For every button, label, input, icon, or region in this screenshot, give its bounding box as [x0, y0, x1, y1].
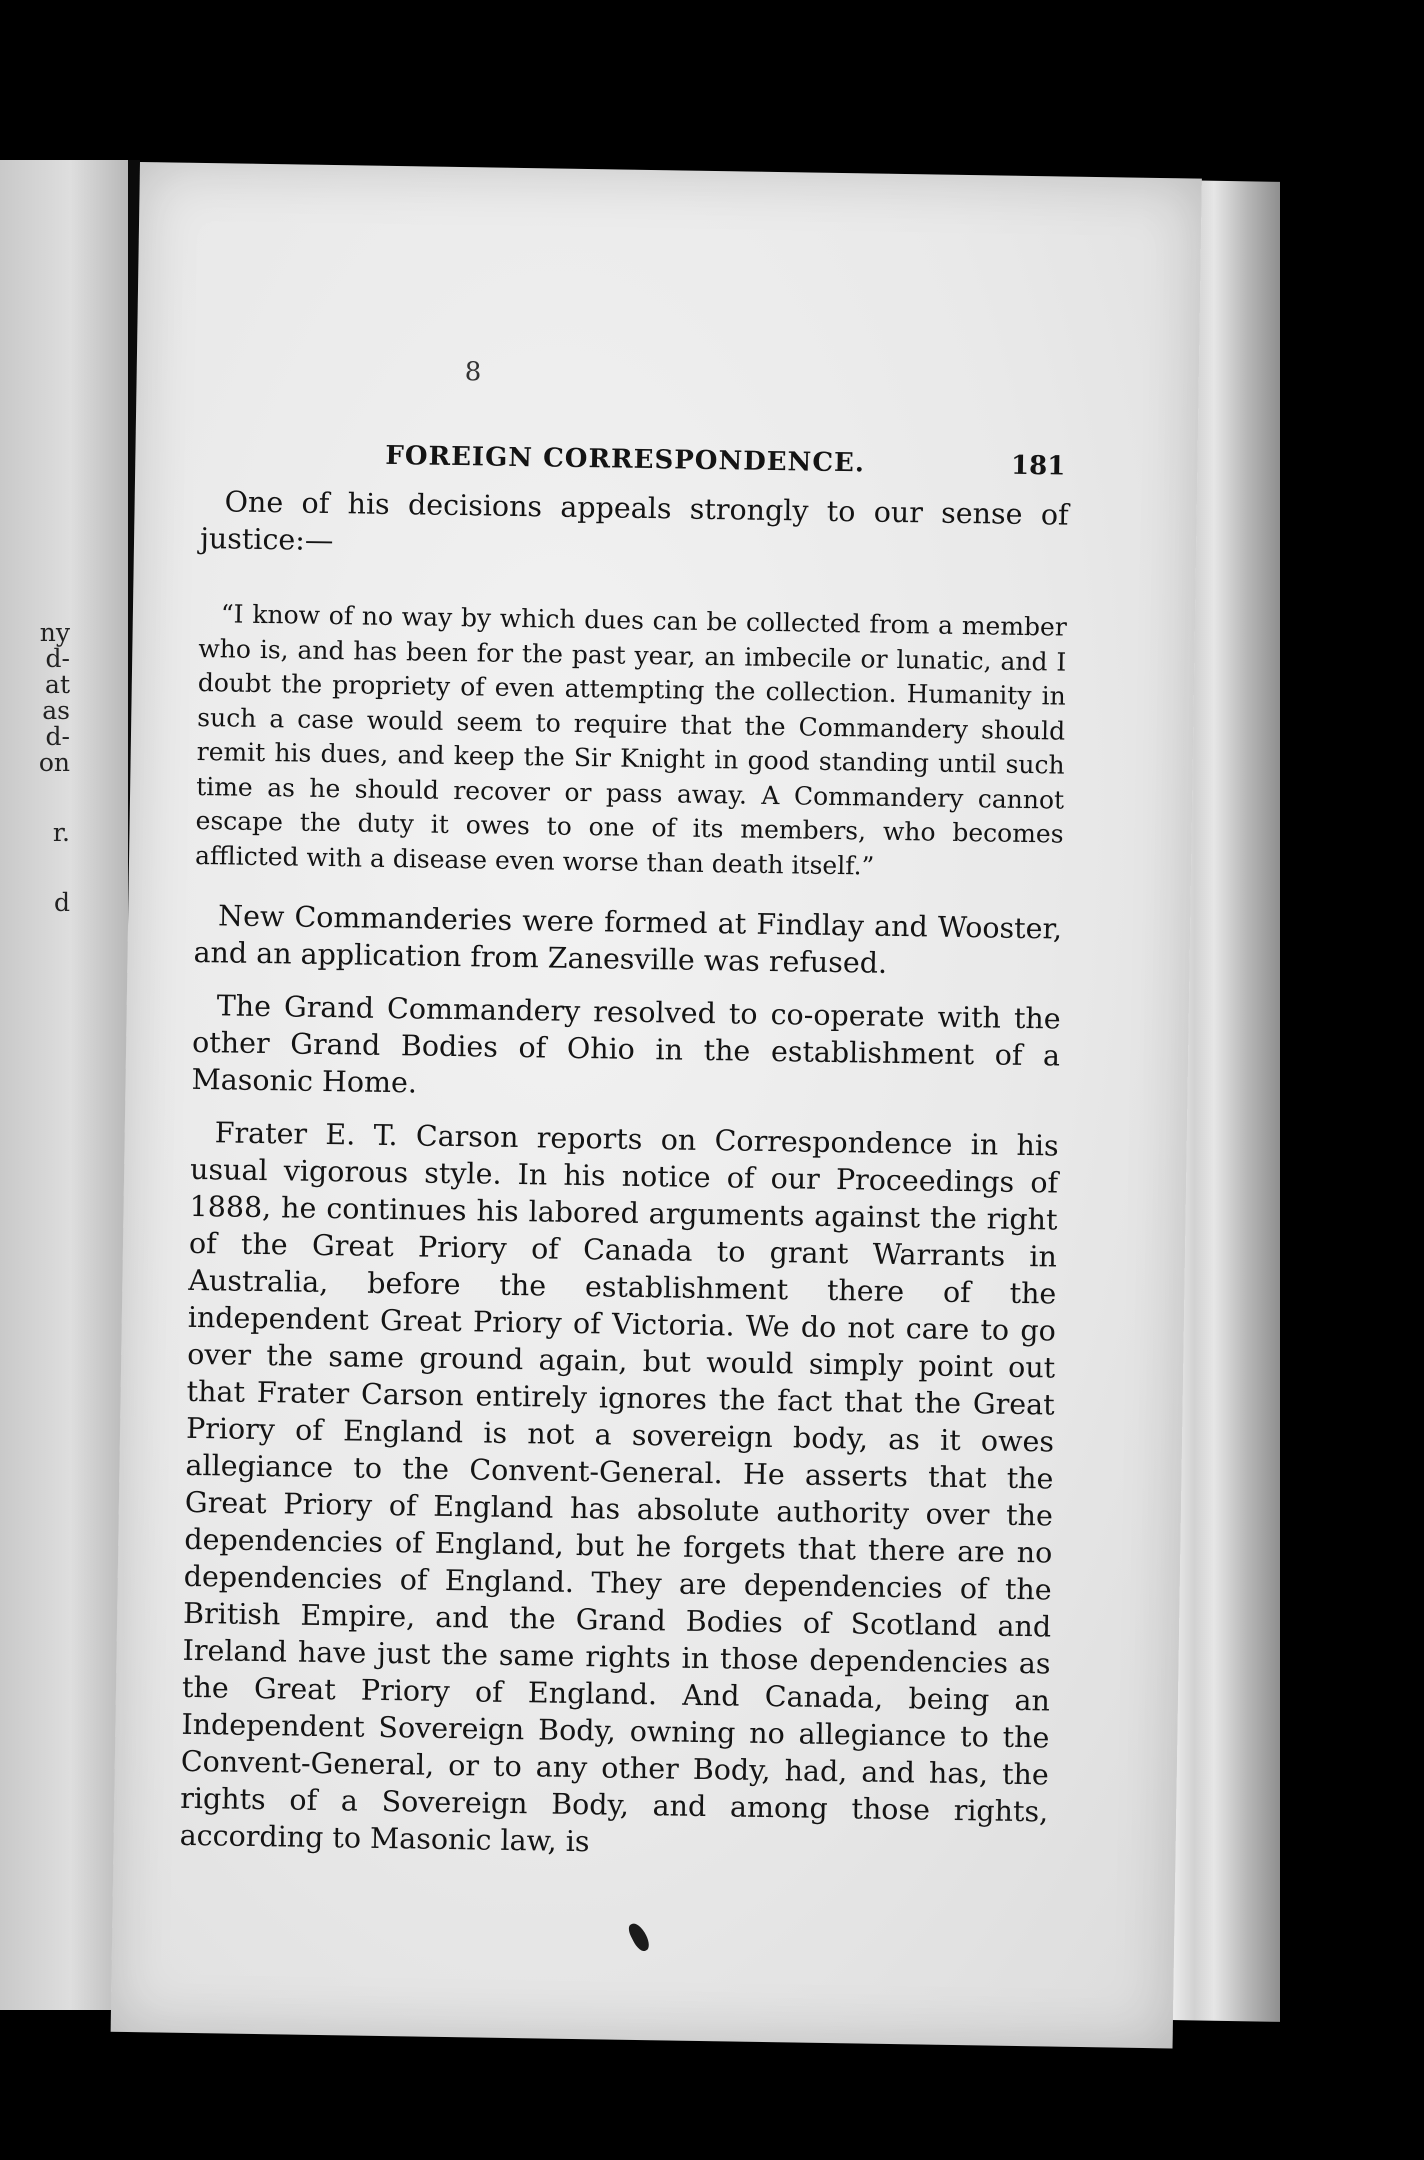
- previous-page-edge: [0, 160, 128, 2010]
- ink-blot: [626, 1921, 652, 1954]
- fragment-line: on: [38, 748, 70, 777]
- fragment-line: d-: [45, 722, 70, 751]
- block-quote: “I know of no way by which dues can be collected from a member who is, and has been for the past year, an imbecile or lunatic, and I doubt the propriety of even attempting the collection. Humanity in such a case would seem to require that the Commandery should remit his dues, and keep the Sir Knight in good standing until such time as he should recover or pass away. A Commandery cannot escape the duty it owes to one of its members, who becomes afflicted with a disease even worse than death itself.”: [194, 599, 1068, 881]
- paragraph-intro: One of his decisions appeals strongly to our sense of justice:—: [199, 485, 1069, 558]
- book-page: [111, 162, 1202, 2048]
- running-head: FOREIGN CORRESPONDENCE.: [385, 440, 866, 479]
- fragment-line: ny: [39, 618, 70, 647]
- page-header: [195, 438, 1066, 492]
- previous-page-text-fragments: [0, 620, 70, 916]
- page-number: 181: [1010, 450, 1066, 482]
- fragment-line: d-: [45, 644, 70, 673]
- paragraph-masonic-home: The Grand Commandery resolved to co-operate with the other Grand Bodies of Ohio in the establishment of a Masonic Home.: [191, 989, 1061, 1100]
- pencil-mark: 8: [464, 357, 482, 388]
- fragment-line: at: [45, 670, 70, 699]
- paragraph-commanderies: New Commanderies were formed at Findlay and Wooster, and an application from Zanesville was refused.: [193, 899, 1063, 980]
- fragment-line: d: [53, 888, 70, 917]
- page-body: [179, 483, 1069, 1883]
- fragment-line: r.: [52, 818, 70, 847]
- fragment-line: as: [42, 696, 70, 725]
- paragraph-carson: Frater E. T. Carson reports on Correspondence in his usual vigorous style. In his notice of our Proceedings of 1888, he continues his labored arguments against the right of the Great Priory of Canada to grant Warrants in Australia, before the establishment there of the independent Great Priory of Victoria. We do not care to go over the same ground again, but would simply point out that Frater Carson entirely ignores the fact that the Great Priory of England is not a sovereign body, as it owes allegiance to the Convent-General. He asserts that the Great Priory of England has absolute authority over the dependencies of England, but he forgets that there are no dependencies of England. They are dependencies of the British Empire, and the Grand Bodies of Scotland and Ireland have just the same rights in those dependencies as the Great Priory of England. And Canada, being an Independent Sovereign Body, owning no allegiance to the Convent-General, or to any other Body, had, and has, the rights of a Sovereign Body, and among those rights, according to Masonic law, is: [179, 1116, 1059, 1859]
